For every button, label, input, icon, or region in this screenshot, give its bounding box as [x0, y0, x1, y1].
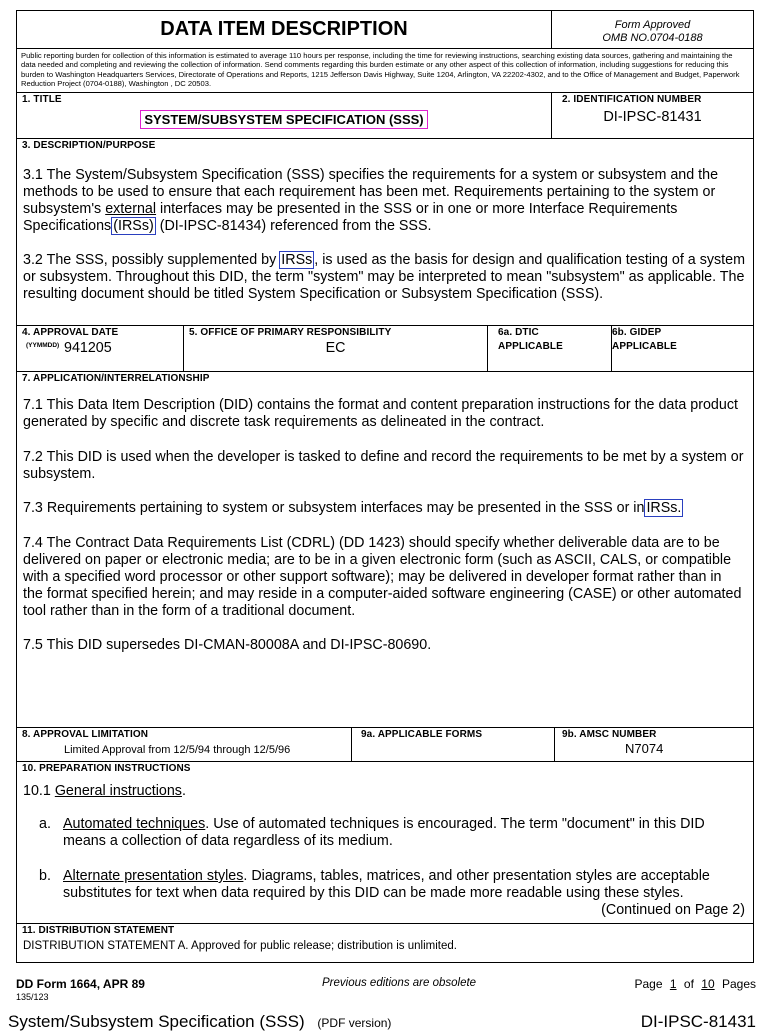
amsc-number-label: 9b. AMSC NUMBER: [562, 729, 657, 740]
description-paragraph-3-1: 3.1 The System/Subsystem Specification (SSS) specifies the requirements for a system or subsystem and the methods to be used to ensure that each requirement has been met. Requirements pertaining to the system or subsystem's external interfaces may be presented in the SSS or in one or more Interface Requirements Specifications (IRSs) (DI-IPSC-81434) referenced from the SSS.: [23, 167, 719, 234]
approval-limitation-value: Limited Approval from 12/5/94 through 12/5/96: [64, 744, 291, 756]
application-row: [17, 372, 753, 728]
application-paragraph-7-5: 7.5 This DID supersedes DI-CMAN-80008A and DI-IPSC-80690.: [23, 637, 432, 653]
burden-row: [17, 49, 753, 93]
document-id-footer: DI-IPSC-81431: [640, 1012, 756, 1031]
dtic-label: 6a. DTIC: [498, 327, 539, 338]
description-row: [17, 139, 753, 326]
header-row: [17, 11, 753, 49]
alternate-presentation-heading: Alternate presentation styles: [63, 868, 244, 884]
footer: [8, 974, 756, 1031]
identification-number-value: DI-IPSC-81431: [603, 109, 702, 125]
page-indicator: Page 1 of 10 Pages: [634, 977, 756, 991]
automated-techniques-heading: Automated techniques: [63, 816, 206, 832]
distribution-label: 11. DISTRIBUTION STATEMENT: [22, 925, 175, 936]
irs-link[interactable]: IRSs.: [646, 500, 682, 516]
form-title: DATA ITEM DESCRIPTION: [160, 18, 408, 40]
identification-number-label: 2. IDENTIFICATION NUMBER: [562, 94, 702, 105]
form-code: 135/123: [16, 992, 49, 1002]
irs-link[interactable]: IRSs: [281, 252, 313, 268]
distribution-row: [17, 924, 753, 962]
preparation-item-a: a. Automated techniques. Use of automated techniques is encouraged. The term "document" in this DID means a collection of data regardless of its medium.: [39, 816, 705, 849]
amsc-number-value: N7074: [625, 741, 664, 756]
distribution-value: DISTRIBUTION STATEMENT A. Approved for public release; distribution is unlimited.: [23, 940, 457, 952]
preparation-label: 10. PREPARATION INSTRUCTIONS: [22, 763, 191, 774]
application-label: 7. APPLICATION/INTERRELATIONSHIP: [22, 373, 210, 384]
form-approved-label: Form Approved: [614, 19, 691, 31]
dd-form-number: DD Form 1664, APR 89: [16, 977, 145, 991]
preparation-item-b: b. Alternate presentation styles. Diagrams, tables, matrices, and other presentation styles are acceptable substitutes for text when data required by this DID can be made more readable using these styles.: [39, 868, 710, 901]
page-total: 10: [701, 977, 715, 991]
general-instructions-heading: General instructions: [54, 783, 182, 799]
editions-note: Previous editions are obsolete: [322, 977, 477, 989]
application-paragraph-7-4: 7.4 The Contract Data Requirements List (CDRL) (DD 1423) should specify whether deliverable data are to be delivered on paper or electronic media; are to be in a given electronic form (such as ASCII, CALS, or compatible with a specified word processor or other support software); may be delivered in developer format rather than in the format specified herein; and may reside in a computer-aided software engineering (CASE) or other automated tool rather than in the form of a traditional document.: [23, 535, 742, 619]
approval-date-label: 4. APPROVAL DATE: [22, 327, 119, 338]
limitation-row: [17, 728, 753, 762]
pdf-version-note: (PDF version): [317, 1016, 392, 1030]
preparation-row: [17, 762, 753, 924]
approval-limitation-label: 8. APPROVAL LIMITATION: [22, 729, 149, 740]
approval-date-value: 941205: [64, 340, 112, 356]
title-value: SYSTEM/SUBSYSTEM SPECIFICATION (SSS): [140, 110, 427, 129]
approval-row: [17, 326, 753, 372]
dtic-applicable-label: APPLICABLE: [498, 341, 563, 352]
irs-link[interactable]: (IRSs): [113, 218, 154, 234]
applicable-forms-label: 9a. APPLICABLE FORMS: [361, 729, 483, 740]
approval-date-format: (YYMMDD): [26, 342, 60, 349]
title-row: [17, 93, 753, 139]
continued-note: (Continued on Page 2): [601, 902, 745, 918]
application-paragraph-7-2: 7.2 This DID is used when the developer is tasked to define and record the requirements to be met by a system or subsystem.: [23, 449, 744, 482]
external-term: external: [105, 201, 157, 217]
description-paragraph-3-2: 3.2 The SSS, possibly supplemented by IRSs , is used as the basis for design and qualification testing of a system or subsystem. Throughout this DID, the term "system" may be interpreted to mean "subsystem" as applicable. The resulting document should be titled System Specification or Subsystem Specification (SSS).: [23, 252, 745, 302]
preparation-paragraph-10-1: 10.1 General instructions.: [23, 783, 186, 799]
gidep-applicable-label: APPLICABLE: [612, 341, 677, 352]
data-item-description-form: [16, 10, 754, 963]
page-number: 1: [669, 977, 677, 991]
application-paragraph-7-3: 7.3 Requirements pertaining to system or subsystem interfaces may be presented in the SSS or in IRSs.: [23, 500, 682, 516]
burden-statement: Public reporting burden for collection of this information is estimated to average 110 hours per response, including the time for reviewing instructions, searching existing data sources, gathering and maintaining the data needed and completing and reviewing the collection of information. Send comments regarding this burden estimate or any other aspect of this collection of information, including suggestions for reducing this burden to Washington Headquarters Services, Directorate of Operations and Reports, 1215 Jefferson Davis Highway, Suite 1204, Arlington, VA 22202-4302, and to the Office of Management and Budget, Paperwork Reduction Project (0704-0188), Washington , DC 20503.: [21, 51, 740, 89]
omb-number: OMB NO.0704-0188: [602, 32, 703, 44]
office-label: 5. OFFICE OF PRIMARY RESPONSIBILITY: [189, 327, 392, 338]
description-label: 3. DESCRIPTION/PURPOSE: [22, 140, 156, 151]
office-value: EC: [325, 340, 346, 356]
title-label: 1. TITLE: [22, 94, 62, 105]
application-paragraph-7-1: 7.1 This Data Item Description (DID) contains the format and content preparation instructions for the data product generated by specific and discrete task requirements as delineated in the contract.: [23, 397, 738, 430]
gidep-label: 6b. GIDEP: [612, 327, 662, 338]
document-title-footer: System/Subsystem Specification (SSS) (PDF version): [8, 1012, 392, 1031]
